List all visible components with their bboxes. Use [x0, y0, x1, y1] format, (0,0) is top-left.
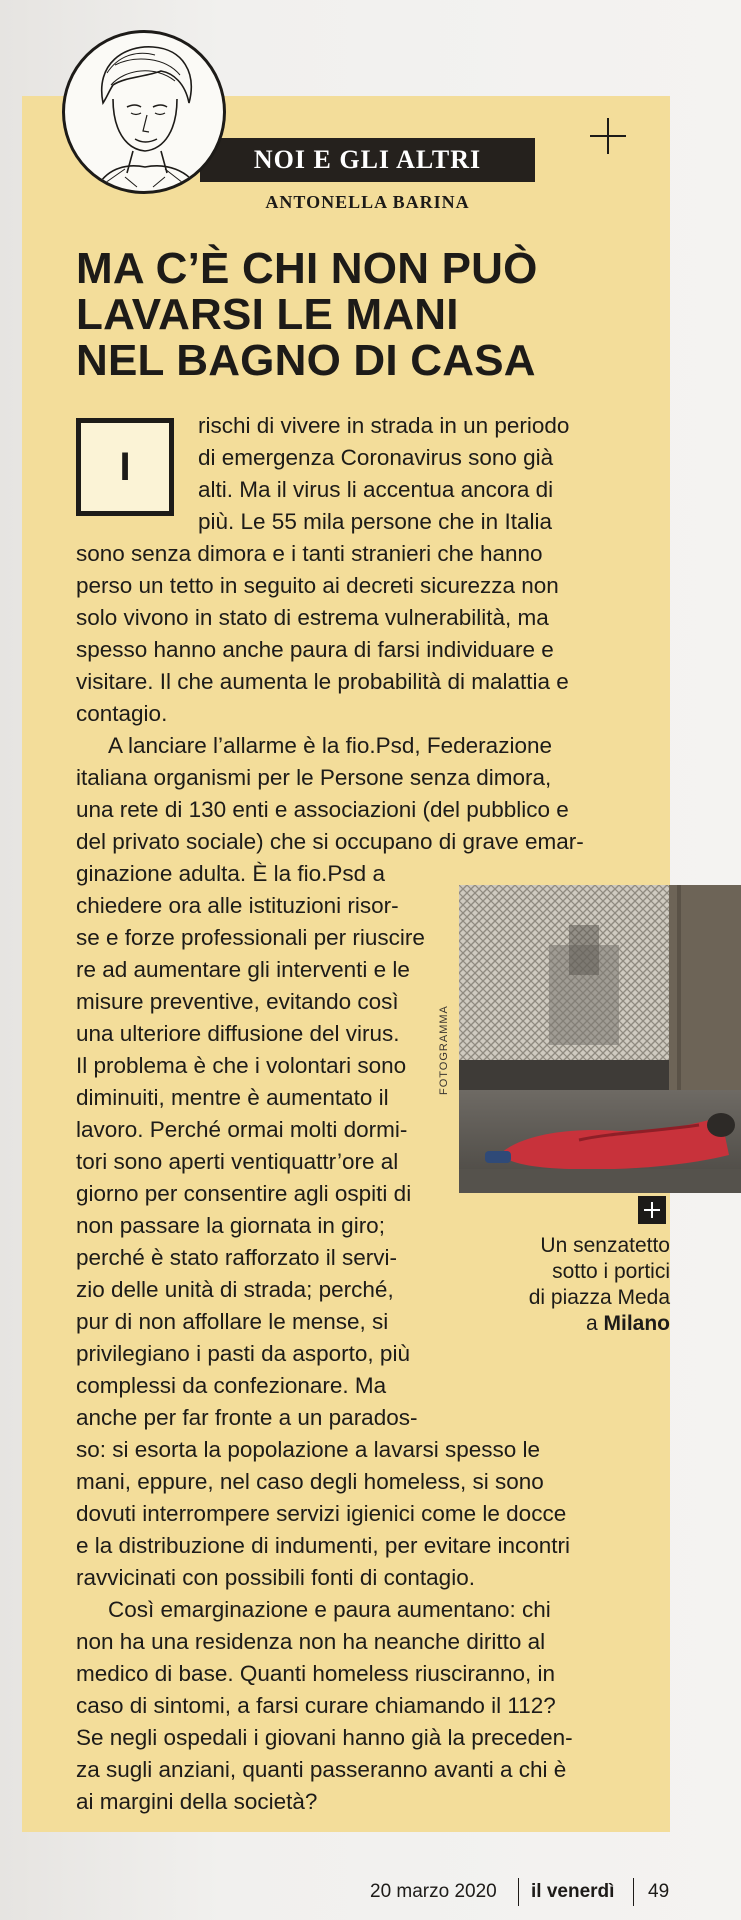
- body-line: diminuiti, mentre è aumentato il: [76, 1085, 389, 1110]
- body-line: alti. Ma il virus li accentua ancora di: [198, 477, 554, 502]
- body-line: se e forze professionali per riuscire: [76, 925, 425, 950]
- body-line: A lanciare l’allarme è la fio.Psd, Federazione: [108, 733, 552, 758]
- body-line: perché è stato rafforzato il servi-: [76, 1245, 397, 1270]
- body-line: perso un tetto in seguito ai decreti sicurezza non: [76, 573, 559, 598]
- body-line: ai margini della società?: [76, 1789, 318, 1814]
- photo-homeless-milano: [459, 885, 741, 1193]
- caption-line: [470, 1311, 670, 1337]
- body-line: non ha una residenza non ha neanche diritto al: [76, 1629, 546, 1654]
- caption-city: Milano: [603, 1312, 670, 1335]
- body-line: Se negli ospedali i giovani hanno già la preceden-: [76, 1725, 573, 1750]
- body-line: solo vivono in stato di estrema vulnerabilità, ma: [76, 605, 549, 630]
- body-line: so: si esorta la popolazione a lavarsi spesso le: [76, 1437, 541, 1462]
- body-line: dovuti interrompere servizi igienici come le docce: [76, 1501, 567, 1526]
- body-line: giorno per consentire agli ospiti di: [76, 1181, 412, 1206]
- body-line: re ad aumentare gli interventi e le: [76, 957, 410, 982]
- body-line: e la distribuzione di indumenti, per evitare incontri: [76, 1533, 571, 1558]
- body-line: ginazione adulta. È la fio.Psd a: [76, 861, 385, 886]
- body-line: Così emarginazione e paura aumentano: chi: [108, 1597, 551, 1622]
- body-line: visitare. Il che aumenta le probabilità di malattia e: [76, 669, 569, 694]
- body-line: ravvicinati con possibili fonti di contagio.: [76, 1565, 475, 1590]
- body-line: rischi di vivere in strada in un periodo: [198, 413, 570, 438]
- caption-line: Un senzatetto: [540, 1234, 670, 1257]
- body-line: medico di base. Quanti homeless riusciranno, in: [76, 1661, 555, 1686]
- body-line: di emergenza Coronavirus sono già: [198, 445, 554, 470]
- body-line: caso di sintomi, a farsi curare chiamando il 112?: [76, 1693, 556, 1718]
- body-line: sono senza dimora e i tanti stranieri che hanno: [76, 541, 543, 566]
- footer-separator: [633, 1878, 634, 1906]
- body-line: lavoro. Perché ormai molti dormi-: [76, 1117, 408, 1142]
- headline-line: MA C’È CHI NON PUÒ: [76, 244, 538, 293]
- body-line: Il problema è che i volontari sono: [76, 1053, 407, 1078]
- caption-prefix: a: [585, 1312, 604, 1335]
- body-line: mani, eppure, nel caso degli homeless, si sono: [76, 1469, 544, 1494]
- body-line: anche per far fronte a un parados-: [76, 1405, 418, 1430]
- body-line: del privato sociale) che si occupano di grave emar-: [76, 829, 584, 854]
- body-line: zio delle unità di strada; perché,: [76, 1277, 394, 1302]
- footer-separator: [518, 1878, 519, 1906]
- body-line: privilegiano i pasti da asporto, più: [76, 1341, 410, 1366]
- body-line: non passare la giornata in giro;: [76, 1213, 385, 1238]
- rubric-title: NOI E GLI ALTRI: [253, 145, 482, 174]
- photo-caption: [470, 1233, 670, 1337]
- body-line: una ulteriore diffusione del virus.: [76, 1021, 400, 1046]
- plus-icon: [590, 118, 626, 154]
- footer-magazine: il venerdì: [531, 1881, 615, 1902]
- author-name: ANTONELLA BARINA: [265, 192, 470, 212]
- drop-cap-box: [76, 418, 174, 516]
- headline: [76, 246, 636, 384]
- body-line: contagio.: [76, 701, 168, 726]
- body-line: pur di non affollare le mense, si: [76, 1309, 389, 1334]
- body-line: chiedere ora alle istituzioni risor-: [76, 893, 399, 918]
- body-line: spesso hanno anche paura di farsi individuare e: [76, 637, 554, 662]
- footer-date: 20 marzo 2020: [370, 1881, 497, 1902]
- plus-icon: [638, 1196, 666, 1224]
- body-line: za sugli anziani, quanti passeranno avanti a chi è: [76, 1757, 567, 1782]
- body-line: tori sono aperti ventiquattr’ore al: [76, 1149, 399, 1174]
- headline-line: LAVARSI LE MANI: [76, 290, 459, 339]
- caption-line: sotto i portici: [552, 1260, 670, 1283]
- drop-cap-letter: I: [119, 445, 131, 489]
- footer-page-number: 49: [648, 1881, 670, 1902]
- headline-line: NEL BAGNO DI CASA: [76, 336, 536, 385]
- body-line: una rete di 130 enti e associazioni (del pubblico e: [76, 797, 569, 822]
- body-line: italiana organismi per le Persone senza dimora,: [76, 765, 552, 790]
- body-line: misure preventive, evitando così: [76, 989, 399, 1014]
- body-line: più. Le 55 mila persone che in Italia: [198, 509, 552, 534]
- photo-credit: FOTOGRAMMA: [438, 1005, 450, 1095]
- body-line: complessi da confezionare. Ma: [76, 1373, 387, 1398]
- caption-line: di piazza Meda: [528, 1286, 670, 1309]
